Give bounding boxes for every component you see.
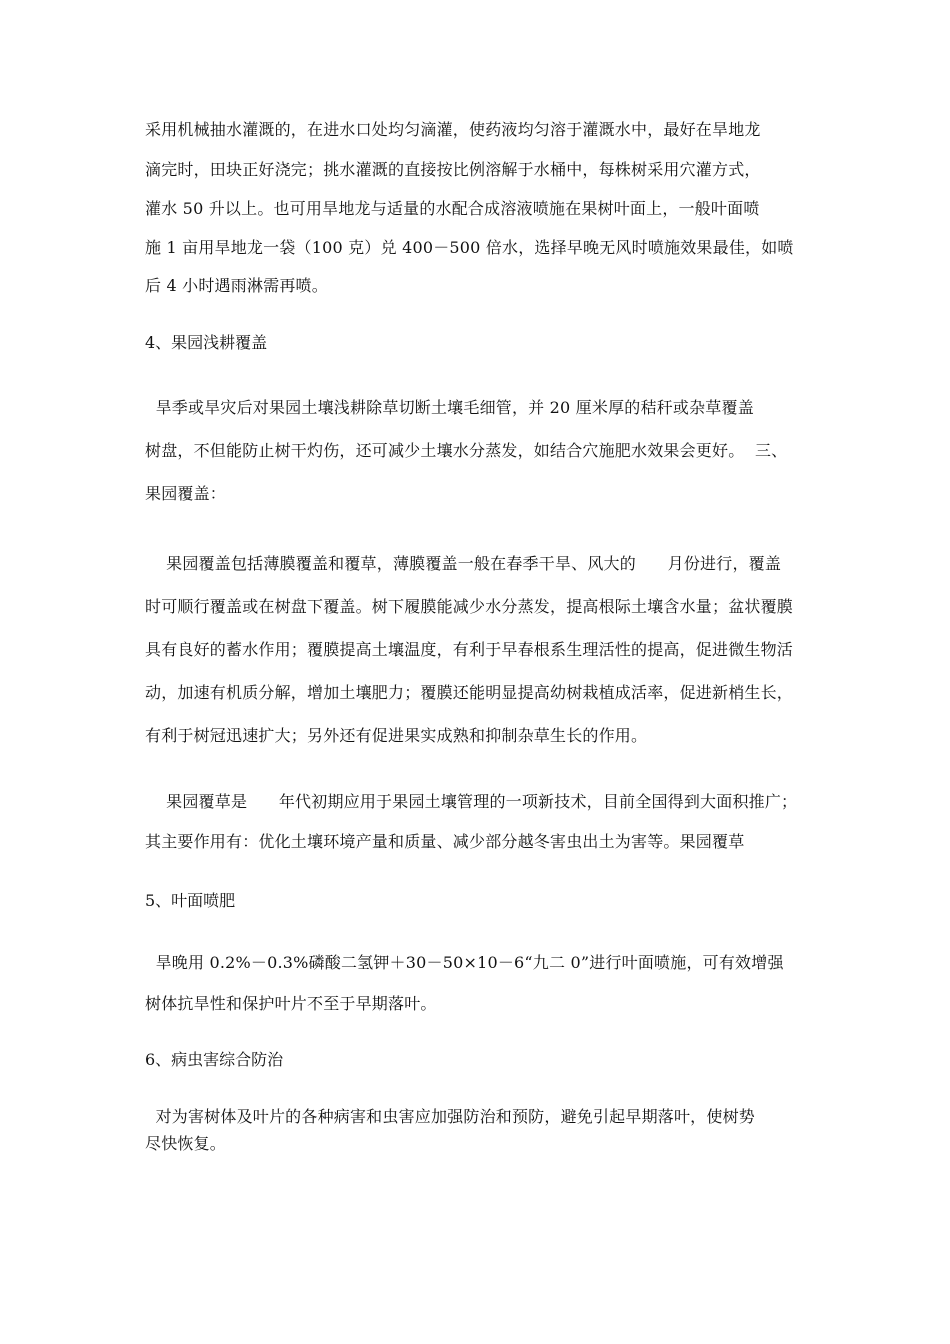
paragraph-2-line-1: 旱季或旱灾后对果园土壤浅耕除草切断土壤毛细管，并 20 厘米厚的秸秆或杂草覆盖 — [145, 398, 754, 417]
paragraph-6-line-1: 对为害树体及叶片的各种病害和虫害应加强防治和预防，避免引起早期落叶，使树势 — [145, 1107, 755, 1126]
section-heading-6: 6、病虫害综合防治 — [145, 1050, 284, 1069]
paragraph-1-line-3: 灌水 50 升以上。也可用旱地龙与适量的水配合成溶液喷施在果树叶面上，一般叶面喷 — [145, 199, 760, 218]
paragraph-4-line-1: 果园覆草是 年代初期应用于果园土壤管理的一项新技术，目前全国得到大面积推广； — [145, 792, 798, 811]
paragraph-5-line-1: 旱晚用 0.2%－0.3%磷酸二氢钾＋30－50×10－6“九二 0”进行叶面喷施，可有效增强 — [145, 953, 784, 972]
section-heading-5: 5、叶面喷肥 — [145, 891, 236, 910]
paragraph-2-line-3: 果园覆盖： — [145, 484, 227, 503]
paragraph-3-line-4: 动，加速有机质分解，增加土壤肥力；覆膜还能明显提高幼树栽植成活率，促进新梢生长， — [145, 683, 794, 702]
paragraph-3-line-2: 时可顺行覆盖或在树盘下覆盖。树下履膜能减少水分蒸发，提高根际土壤含水量；盆状覆膜 — [145, 597, 794, 616]
paragraph-1-line-1: 采用机械抽水灌溉的，在进水口处均匀滴灌，使药液均匀溶于灌溉水中，最好在旱地龙 — [145, 120, 761, 139]
paragraph-1-line-4: 施 1 亩用旱地龙一袋（100 克）兑 400－500 倍水，选择早晚无风时喷施效果最佳，如喷 — [145, 238, 794, 257]
paragraph-1-line-2: 滴完时，田块正好浇完；挑水灌溉的直接按比例溶解于水桶中，每株树采用穴灌方式， — [145, 160, 761, 179]
paragraph-2-line-2: 树盘，不但能防止树干灼伤，还可减少土壤水分蒸发，如结合穴施肥水效果会更好。 三、 — [145, 441, 788, 460]
paragraph-5-line-2: 树体抗旱性和保护叶片不至于早期落叶。 — [145, 994, 437, 1013]
paragraph-3-line-1: 果园覆盖包括薄膜覆盖和覆草，薄膜覆盖一般在春季干旱、风大的 月份进行，覆盖 — [145, 554, 782, 573]
paragraph-4-line-2: 其主要作用有：优化土壤环境产量和质量、减少部分越冬害虫出土为害等。果园覆草 — [145, 832, 745, 851]
paragraph-3-line-3: 具有良好的蓄水作用；覆膜提高土壤温度，有利于早春根系生理活性的提高，促进微生物活 — [145, 640, 794, 659]
section-heading-4: 4、果园浅耕覆盖 — [145, 333, 268, 352]
paragraph-6-line-2: 尽快恢复。 — [145, 1134, 227, 1153]
paragraph-1-line-5: 后 4 小时遇雨淋需再喷。 — [145, 276, 328, 295]
paragraph-3-line-5: 有利于树冠迅速扩大；另外还有促进果实成熟和抑制杂草生长的作用。 — [145, 726, 648, 745]
